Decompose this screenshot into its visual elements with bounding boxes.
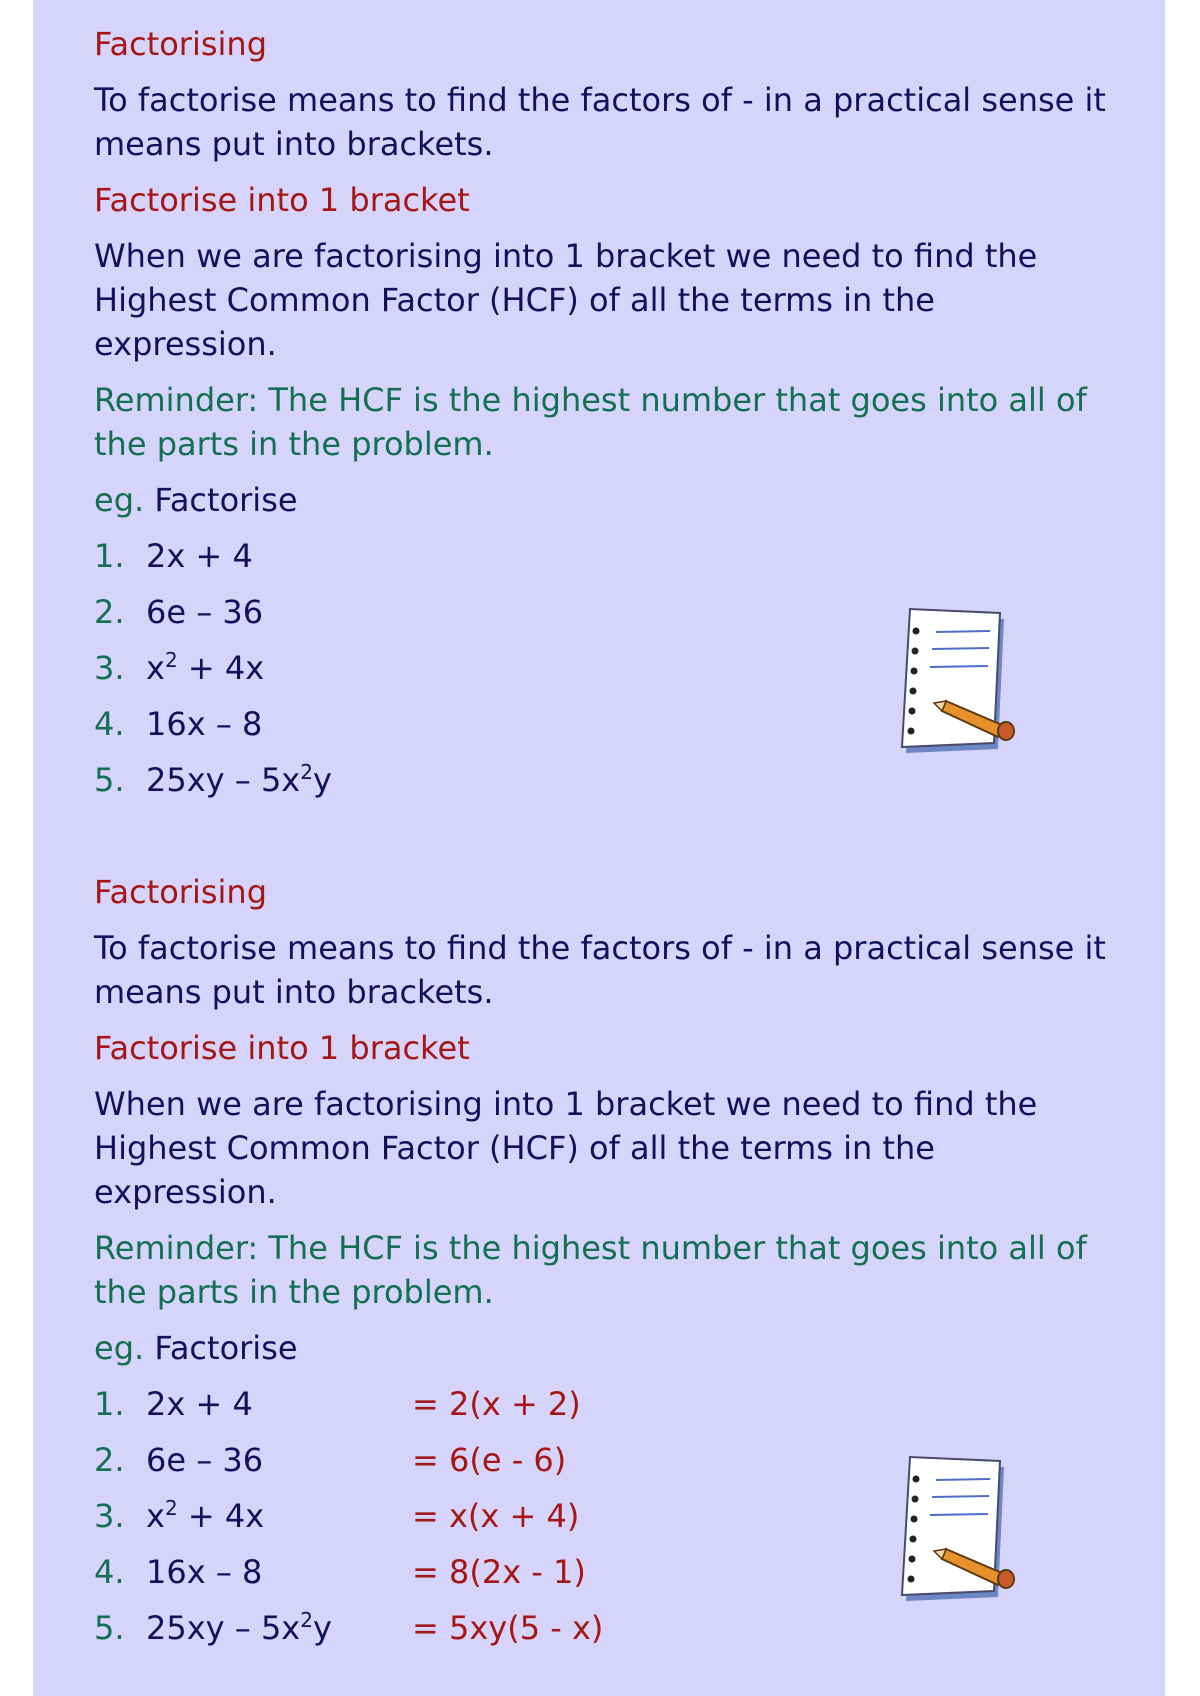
expr-part: 2x + 4: [146, 1385, 253, 1423]
expr-part: 16x – 8: [146, 1553, 263, 1591]
expr-part: 6e – 36: [146, 593, 264, 631]
expr-part: y: [312, 1609, 332, 1647]
expr-part: 6e – 36: [146, 1441, 264, 1479]
expr-part: 25xy – 5x: [146, 1609, 301, 1647]
eg-word: Factorise: [154, 1329, 298, 1367]
exponent: 2: [164, 1496, 178, 1520]
problem-expression: [146, 534, 253, 578]
exponent: 2: [300, 1608, 313, 1632]
slide-title: Factorising: [94, 25, 267, 63]
problem-expression: [146, 646, 264, 690]
expr-part: 25xy – 5x: [146, 761, 301, 799]
eg-word: Factorise: [154, 481, 298, 519]
expr-part: + 4x: [177, 1497, 265, 1535]
problem-number: 3.: [94, 1497, 125, 1535]
section-subtitle: Factorise into 1 bracket: [94, 1029, 470, 1067]
problem-expression: [146, 758, 332, 802]
problem-expression: [146, 1494, 264, 1538]
page: [33, 0, 1165, 1696]
problem-expression: [146, 1550, 262, 1594]
body-line: When we are factorising into 1 bracket we need to find the: [94, 1085, 1038, 1123]
body-line: expression.: [94, 325, 277, 363]
problem-number: 5.: [94, 761, 125, 799]
reminder-line: Reminder: The HCF is the highest number that goes into all of: [94, 381, 1087, 419]
expr-part: 16x – 8: [146, 705, 263, 743]
problem-number: 1.: [94, 1385, 125, 1423]
expr-part: + 4x: [177, 649, 265, 687]
reminder-line: the parts in the problem.: [94, 425, 494, 463]
notepad-pencil-icon: [894, 607, 1024, 757]
eg-prefix: eg.: [94, 1329, 145, 1367]
problem-number: 5.: [94, 1609, 125, 1647]
expr-part: 2x + 4: [146, 537, 253, 575]
problem-number: 3.: [94, 649, 125, 687]
example-heading: [94, 1326, 298, 1370]
problem-answer: = x(x + 4): [412, 1497, 580, 1535]
problem-number: 1.: [94, 537, 125, 575]
body-line: When we are factorising into 1 bracket we need to find the: [94, 237, 1038, 275]
problem-expression: [146, 702, 262, 746]
intro-line: means put into brackets.: [94, 125, 494, 163]
notepad-pencil-icon: [894, 1455, 1024, 1605]
intro-line: means put into brackets.: [94, 973, 494, 1011]
problem-answer: = 8(2x - 1): [412, 1553, 586, 1591]
exponent: 2: [164, 648, 178, 672]
body-line: expression.: [94, 1173, 277, 1211]
problem-expression: [146, 590, 263, 634]
expr-part: y: [312, 761, 332, 799]
problem-number: 4.: [94, 705, 125, 743]
expr-part: x: [146, 1497, 165, 1535]
reminder-line: Reminder: The HCF is the highest number that goes into all of: [94, 1229, 1087, 1267]
problem-answer: = 6(e - 6): [412, 1441, 567, 1479]
problem-answer: = 2(x + 2): [412, 1385, 581, 1423]
exponent: 2: [300, 760, 313, 784]
eg-prefix: eg.: [94, 481, 145, 519]
problem-number: 4.: [94, 1553, 125, 1591]
slide-title: Factorising: [94, 873, 267, 911]
reminder-line: the parts in the problem.: [94, 1273, 494, 1311]
intro-line: To factorise means to find the factors of - in a practical sense it: [94, 929, 1106, 967]
problem-number: 2.: [94, 593, 125, 631]
problem-expression: [146, 1382, 253, 1426]
problem-number: 2.: [94, 1441, 125, 1479]
problem-expression: [146, 1438, 263, 1482]
problem-answer: = 5xy(5 - x): [412, 1609, 604, 1647]
section-subtitle: Factorise into 1 bracket: [94, 181, 470, 219]
example-heading: [94, 478, 298, 522]
expr-part: x: [146, 649, 165, 687]
body-line: Highest Common Factor (HCF) of all the terms in the: [94, 1129, 935, 1167]
body-line: Highest Common Factor (HCF) of all the terms in the: [94, 281, 935, 319]
intro-line: To factorise means to find the factors of - in a practical sense it: [94, 81, 1106, 119]
problem-expression: [146, 1606, 332, 1650]
